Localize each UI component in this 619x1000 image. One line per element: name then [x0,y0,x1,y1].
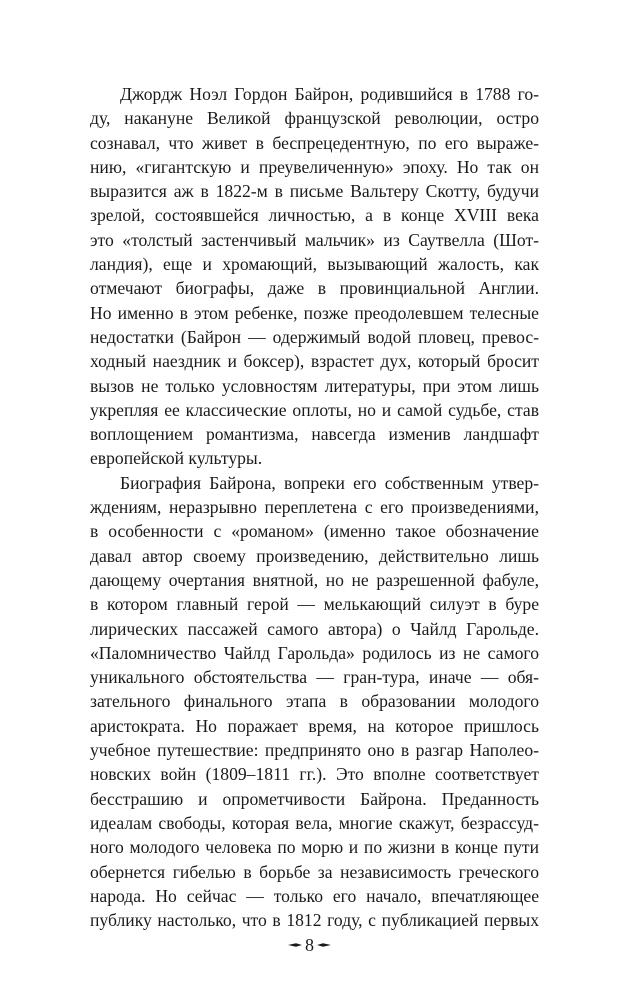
text-line: уникального обстоятельства — гран-тура, иначе — обя- [90,667,539,688]
text-line: отмечают биографы, даже в провинциальной Англии. [90,278,539,299]
text-line: ного молодого человека по морю и по жизни в конце пути [90,837,539,858]
paragraph-2 [90,471,539,933]
paragraph-1 [90,82,539,471]
body-text [90,82,539,932]
left-ornament-icon [288,940,302,950]
text-line: нию, «гигантскую и преувеличенную» эпоху. Но так он [90,156,539,177]
text-line: публику настолько, что в 1812 году, с публикацией первых [90,910,539,931]
text-line: вызов не только условностям литературы, при этом лишь [90,375,539,396]
text-line: учебное путешествие: предпринято оно в разгар Наполео- [90,740,539,761]
text-line: в котором главный герой — мелькающий силуэт в буре [90,594,539,615]
text-line: давал автор своему произведению, действительно лишь [90,545,539,566]
text-line: «Паломничество Чайлд Гарольда» родилось из не самого [90,642,539,663]
text-line: сознавал, что живет в беспрецедентную, по его выраже- [90,132,539,153]
text-line: ду, накануне Великой французской революции, остро [90,108,539,129]
text-line: Джордж Ноэл Гордон Байрон, родившийся в 1788 го- [120,84,539,104]
text-line: лирических пассажей самого автора) о Чайлд Гарольде. [90,618,539,639]
text-line: выразится аж в 1822-м в письме Вальтеру Скотту, будучи [90,181,539,202]
text-line: недостатки (Байрон — одержимый водой пловец, превос- [90,326,539,347]
text-line: Но именно в этом ребенке, позже преодолевшем телесные [90,302,539,323]
page-number: 8 [305,934,314,955]
text-line: бесстрашию и опрометчивости Байрона. Преданность [90,788,539,809]
text-line: воплощением романтизма, навсегда изменив ландшафт [90,424,539,445]
text-line: идеалам свободы, которая вела, многие скажут, безрассуд- [90,812,539,833]
text-line: народа. Но сейчас — только его начало, впечатляющее [90,885,539,906]
text-line: аристократа. Но поражает время, на которое пришлось [90,715,539,736]
text-line: зательного финального этапа в образовании молодого [90,691,539,712]
text-line: обернется гибелью в борьбе за независимость греческого [90,861,539,882]
text-line: европейской культуры. [90,448,263,469]
right-ornament-icon [317,940,331,950]
text-line: зрелой, состоявшейся личностью, а в конце XVIII века [90,205,539,226]
text-line: укрепляя ее классические оплоты, но и самой судьбе, став [90,399,539,420]
page-footer [0,934,619,956]
text-line: в особенности с «романом» (именно такое обозначение [90,521,539,542]
text-line: новских войн (1809–1811 гг.). Это вполне соответствует [90,764,539,785]
text-line: дающему очертания внятной, но не разрешенной фабуле, [90,569,539,590]
page-number-group [288,935,331,956]
text-line: ждениям, неразрывно переплетена с его произведениями, [90,497,539,518]
text-line: ландия), еще и хромающий, вызывающий жалость, как [90,254,539,275]
text-line: это «толстый застенчивый мальчик» из Саутвелла (Шот- [90,229,539,250]
text-line: ходный наездник и боксер), взрастет дух, который бросит [90,351,539,372]
text-line: Биография Байрона, вопреки его собственным утвер- [120,472,539,493]
